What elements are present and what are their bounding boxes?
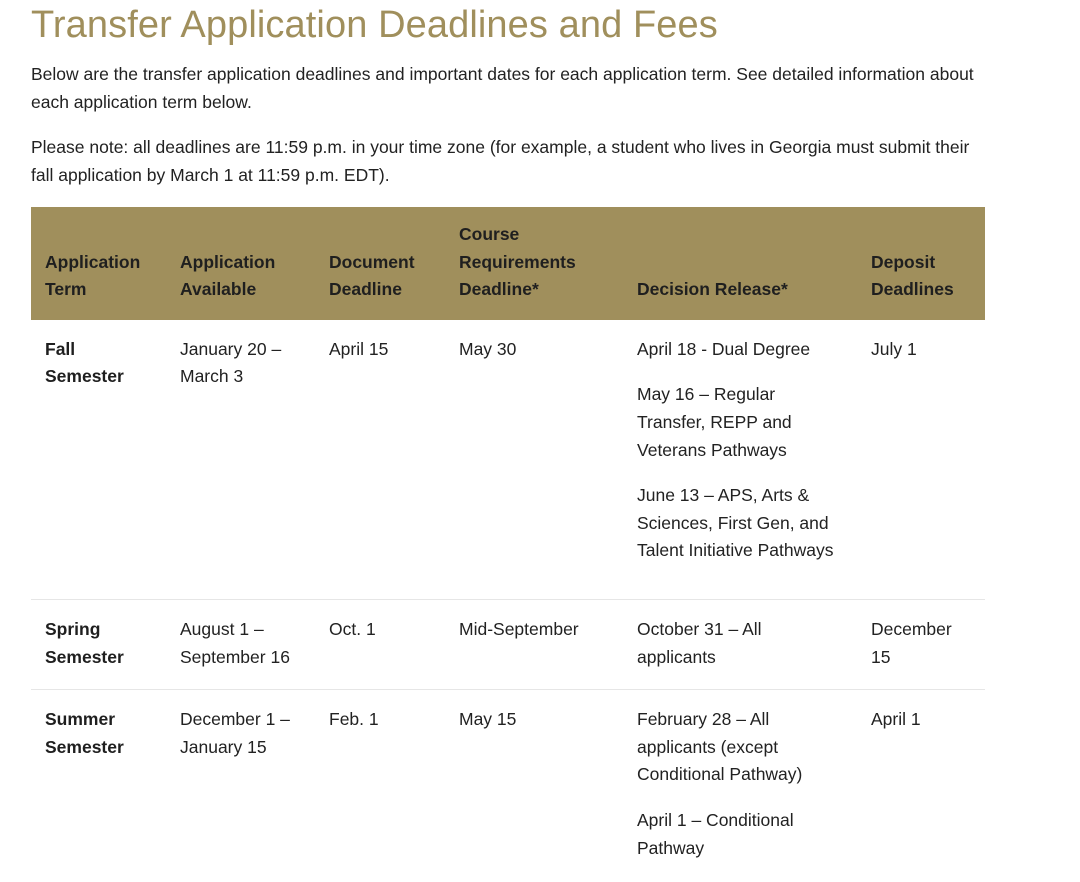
decision-item: May 16 – Regular Transfer, REPP and Veterans Pathways xyxy=(637,384,792,460)
header-application-term: Application Term xyxy=(31,207,166,320)
cell-term: Spring Semester xyxy=(31,599,166,689)
cell-deposit: December 15 xyxy=(857,599,985,689)
decision-item: June 13 – APS, Arts & Sciences, First Gen, and Talent Initiative Pathways xyxy=(637,485,834,561)
decision-item: February 28 – All applicants (except Conditional Pathway) xyxy=(637,709,803,785)
cell-decision xyxy=(623,320,857,600)
cell-course: May 30 xyxy=(445,320,623,600)
table-header-row xyxy=(31,207,985,320)
cell-available: August 1 – September 16 xyxy=(166,599,315,689)
cell-term: Summer Semester xyxy=(45,709,124,757)
header-course-requirements-deadline: Course Requirements Deadline* xyxy=(445,207,623,320)
decision-item: October 31 – All applicants xyxy=(637,618,762,667)
cell-course: Mid-September xyxy=(445,599,623,689)
cell-document: April 15 xyxy=(315,320,445,600)
table-row-summer xyxy=(31,690,985,880)
header-deposit-deadlines: Deposit Deadlines xyxy=(857,207,985,320)
cell-document: Oct. 1 xyxy=(315,599,445,689)
page-title: Transfer Application Deadlines and Fees xyxy=(31,4,718,46)
deadlines-table xyxy=(31,207,985,880)
intro-paragraph: Below are the transfer application deadlines and important dates for each application term. See detailed information about each application term below. xyxy=(31,64,974,112)
cell-decision xyxy=(623,599,857,689)
table-row-fall xyxy=(31,320,985,600)
cell-decision xyxy=(623,690,857,880)
decision-item: April 1 – Conditional Pathway xyxy=(637,809,794,858)
header-decision-release: Decision Release* xyxy=(623,207,857,320)
table-row-spring xyxy=(31,599,985,689)
cell-document: Feb. 1 xyxy=(329,709,379,730)
cell-course: May 15 xyxy=(459,709,517,730)
cell-term: Fall Semester xyxy=(31,320,166,600)
header-application-available: Application Available xyxy=(166,207,315,320)
decision-item: April 18 - Dual Degree xyxy=(637,338,811,359)
cell-deposit: April 1 xyxy=(871,709,921,730)
deadline-note: Please note: all deadlines are 11:59 p.m. in your time zone (for example, a student who lives in Georgia must submit their fall application by March 1 at 11:59 p.m. EDT). xyxy=(31,137,970,185)
header-document-deadline: Document Deadline xyxy=(315,207,445,320)
cell-available: December 1 – January 15 xyxy=(180,709,290,757)
cell-available: January 20 – March 3 xyxy=(166,320,315,600)
cell-deposit: July 1 xyxy=(857,320,985,600)
